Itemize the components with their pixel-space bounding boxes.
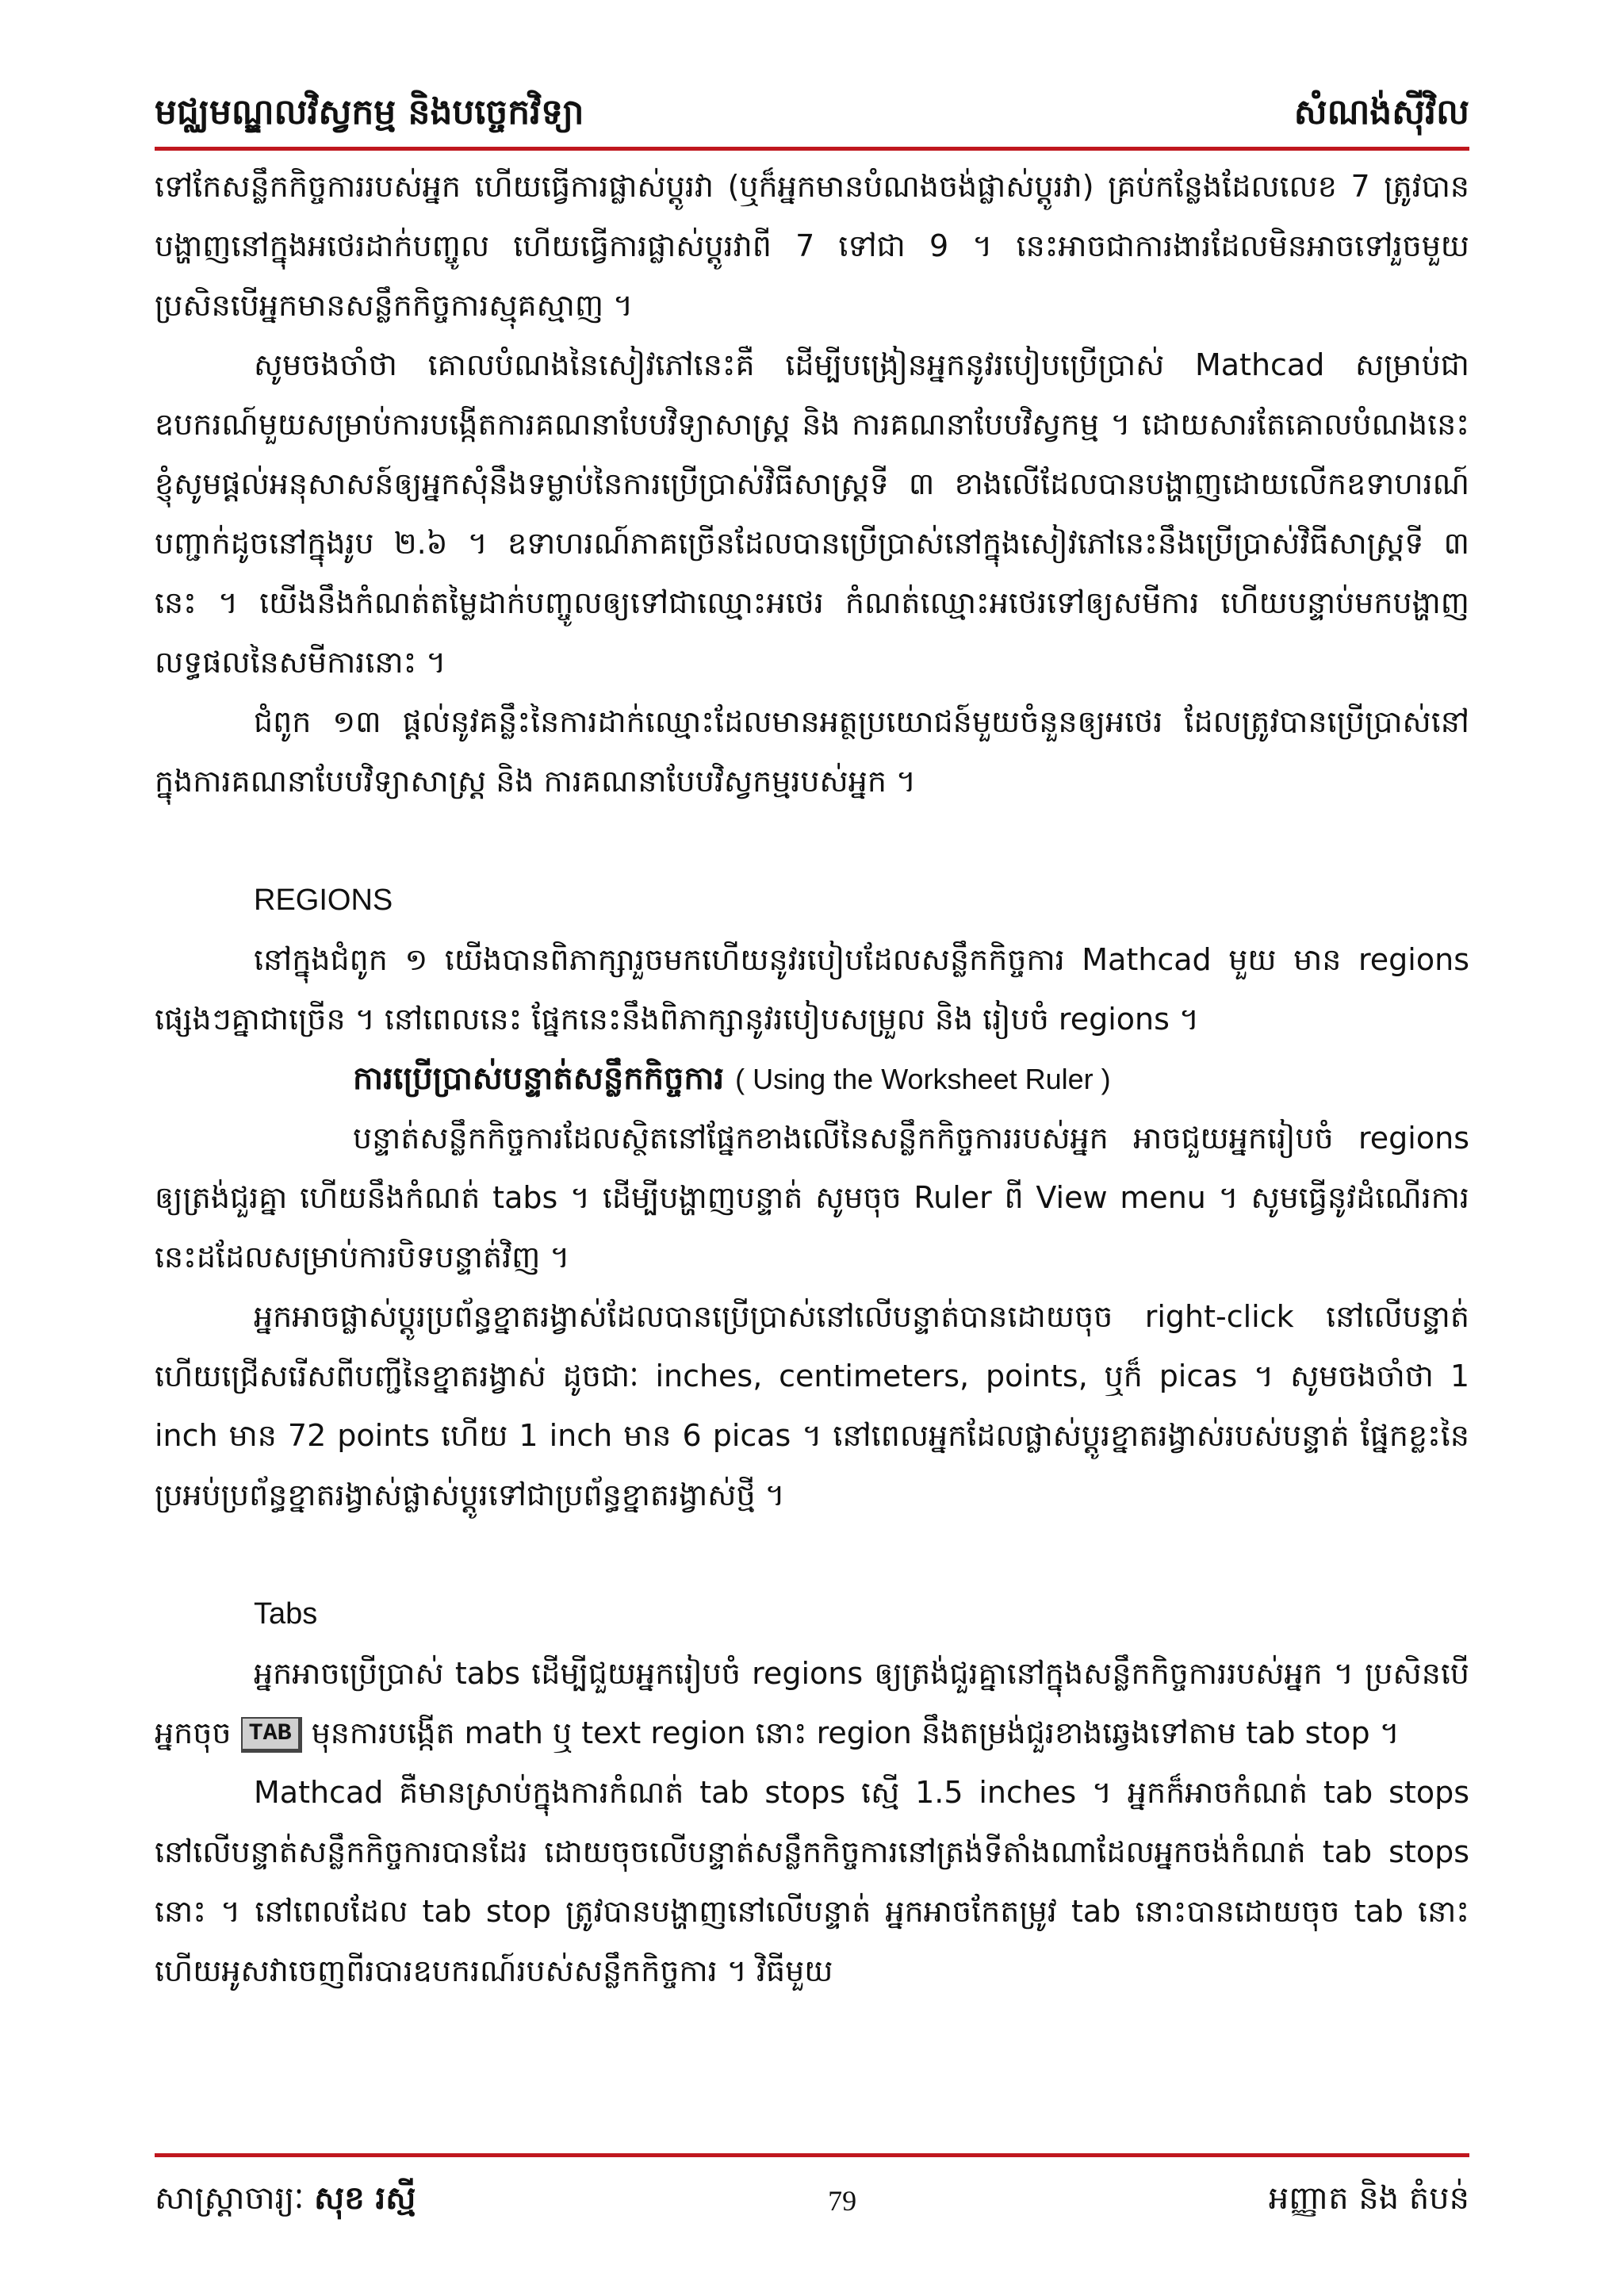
paragraph: សូមចងចាំថា គោលបំណងនៃសៀវភៅនេះគឺ ដើម្បីបង្រៀនអ្នកនូវរបៀបប្រើប្រាស់ Mathcad សម្រាប់ជាឧបករណ៍មួយសម្រាប់ការបង្កើតការគណនាបែបវិទ្យាសាស្ត្រ និង ការគណនាបែបវិស្វកម្ម ។ ដោយសារតែគោលបំណងនេះ ខ្ញុំសូមផ្តល់អនុសាសន៍ឲ្យអ្នកសុំនឹងទម្លាប់នៃការប្រើប្រាស់វិធីសាស្ត្រទី ៣ ខាងលើដែលបានបង្ហាញដោយលើកឧទាហរណ៍បញ្ជាក់ដូចនៅក្នុងរូប ២.៦ ។ ឧទាហរណ៍ភាគច្រើនដែលបានប្រើប្រាស់នៅក្នុងសៀវភៅនេះនឹងប្រើប្រាស់វិធីសាស្ត្រទី ៣ នេះ ។ យើងនឹងកំណត់តម្លៃដាក់បញ្ចូលឲ្យទៅជាឈ្មោះអថេរ កំណត់ឈ្មោះអថេរទៅឲ្យសមីការ ហើយបន្ទាប់មកបង្ហាញលទ្ធផលនៃសមីការនោះ ។ — [155, 347, 1469, 680]
page-footer — [155, 2173, 1469, 2229]
footer-rule — [155, 2153, 1469, 2157]
paragraph-text: អ្នកអាចប្រើប្រាស់ tabs ដើម្បីជួយអ្នករៀបចំ regions ឲ្យត្រង់ជួរគ្នានៅក្នុងសន្លឹកកិច្ចការរបស់អ្នក ។ ប្រសិនបើអ្នកចុច — [155, 1656, 1469, 1750]
footer-author-label: សាស្ត្រាចារ្យៈ — [155, 2179, 304, 2217]
paragraph-text: មុនការបង្កើត math ឬ text region នោះ region នឹងតម្រង់ជួរខាងឆ្វេងទៅតាម tab stop ។ — [311, 1715, 1400, 1750]
section-heading-tabs: Tabs — [254, 1597, 318, 1631]
subsection-heading-khmer: ការប្រើប្រាស់បន្ទាត់សន្លឹកកិច្ចការ — [353, 1060, 725, 1097]
footer-author-name: សុខ រស្មី — [314, 2179, 416, 2217]
paragraph: នៅក្នុងជំពូក ១ យើងបានពិភាក្សារួចមកហើយនូវរបៀបដែលសន្លឹកកិច្ចការ Mathcad មួយ មាន regions ផ្សេងៗគ្នាជាច្រើន ។ នៅពេលនេះ ផ្នែកនេះនឹងពិភាក្សានូវរបៀបសម្រួល និង រៀបចំ regions ។ — [155, 942, 1469, 1037]
section-heading-regions: REGIONS — [254, 884, 393, 917]
footer-chapter: អញ្ញាត និង តំបន់ — [1268, 2179, 1469, 2217]
paragraph: Mathcad គឺមានស្រាប់ក្នុងការកំណត់ tab stops ស្មើ 1.5 inches ។ អ្នកក៏អាចកំណត់ tab stops នៅលើបន្ទាត់សន្លឹកកិច្ចការបានដែរ ដោយចុចលើបន្ទាត់សន្លឹកកិច្ចការនៅត្រង់ទីតាំងណាដែលអ្នកចង់កំណត់ tab stops នោះ ។ នៅពេលដែល tab stop ត្រូវបានបង្ហាញនៅលើបន្ទាត់ អ្នកអាចកែតម្រូវ tab នោះបានដោយចុច tab នោះ ហើយអូសវាចេញពីរបារឧបករណ៍របស់សន្លឹកកិច្ចការ ។ វិធីមួយ — [155, 1775, 1469, 1988]
paragraph: ជំពូក ១៣ ផ្តល់នូវគន្លឹះនៃការដាក់ឈ្មោះដែលមានអត្ថប្រយោជន៍មួយចំនួនឲ្យអថេរ ដែលត្រូវបានប្រើប្រាស់នៅក្នុងការគណនាបែបវិទ្យាសាស្ត្រ និង ការគណនាបែបវិស្វកម្មរបស់អ្នក ។ — [155, 704, 1469, 799]
page-header — [155, 78, 1469, 141]
tab-key-icon: TAB — [241, 1717, 302, 1753]
page-number: 79 — [828, 2185, 857, 2217]
paragraph: ទៅកែសន្លឹកកិច្ចការរបស់អ្នក ហើយធ្វើការផ្លាស់ប្តូរវា (ឬក៏អ្នកមានបំណងចង់ផ្លាស់ប្តូរវា) គ្រប់កន្លែងដែលលេខ 7 ត្រូវបានបង្ហាញនៅក្នុងអថេរដាក់បញ្ចូល ហើយធ្វើការផ្លាស់ប្តូរវាពី 7 ទៅជា 9 ។ នេះអាចជាការងារដែលមិនអាចទៅរួចមួយ ប្រសិនបើអ្នកមានសន្លឹកកិច្ចការស្មុគស្មាញ ។ — [155, 169, 1469, 323]
header-left-title: មជ្ឈមណ្ឌលវិស្វកម្ម និងបច្ចេកវិទ្យា — [155, 92, 584, 132]
paragraph: បន្ទាត់សន្លឹកកិច្ចការដែលស្ថិតនៅផ្នែកខាងលើនៃសន្លឹកកិច្ចការរបស់អ្នក អាចជួយអ្នករៀបចំ regions ឲ្យត្រង់ជួរគ្នា ហើយនឹងកំណត់ tabs ។ ដើម្បីបង្ហាញបន្ទាត់ សូមចុច Ruler ពី View menu ។ សូមធ្វើនូវដំណើរការនេះដដែលសម្រាប់ការបិទបន្ទាត់វិញ ។ — [155, 1121, 1469, 1274]
spacer — [155, 1525, 1469, 1585]
subsection-heading-ruler — [155, 1049, 1469, 1109]
footer-author — [155, 2178, 416, 2225]
header-rule — [155, 147, 1469, 151]
page-body — [155, 157, 1469, 2001]
paragraph — [155, 1644, 1469, 1763]
paragraph: អ្នកអាចផ្លាស់ប្តូរប្រព័ន្ធខ្នាតរង្វាស់ដែលបានប្រើប្រាស់នៅលើបន្ទាត់បានដោយចុច right-click នៅលើបន្ទាត់ ហើយជ្រើសរើសពីបញ្ជីនៃខ្នាតរង្វាស់ ដូចជាៈ inches, centimeters, points, ឬក៏ picas ។ សូមចងចាំថា 1 inch មាន 72 points ហើយ 1 inch មាន 6 picas ។ នៅពេលអ្នកដែលផ្លាស់ប្តូរខ្នាតរង្វាស់របស់បន្ទាត់ ផ្នែកខ្លះនៃប្រអប់ប្រព័ន្ធខ្នាតរង្វាស់ផ្លាស់ប្តូរទៅជាប្រព័ន្ធខ្នាតរង្វាស់ថ្មី ។ — [155, 1299, 1469, 1512]
header-right-title: សំណង់ស៊ីវិល — [1293, 92, 1469, 132]
subsection-heading-english: ( Using the Worksheet Ruler ) — [735, 1063, 1111, 1095]
spacer — [155, 811, 1469, 871]
